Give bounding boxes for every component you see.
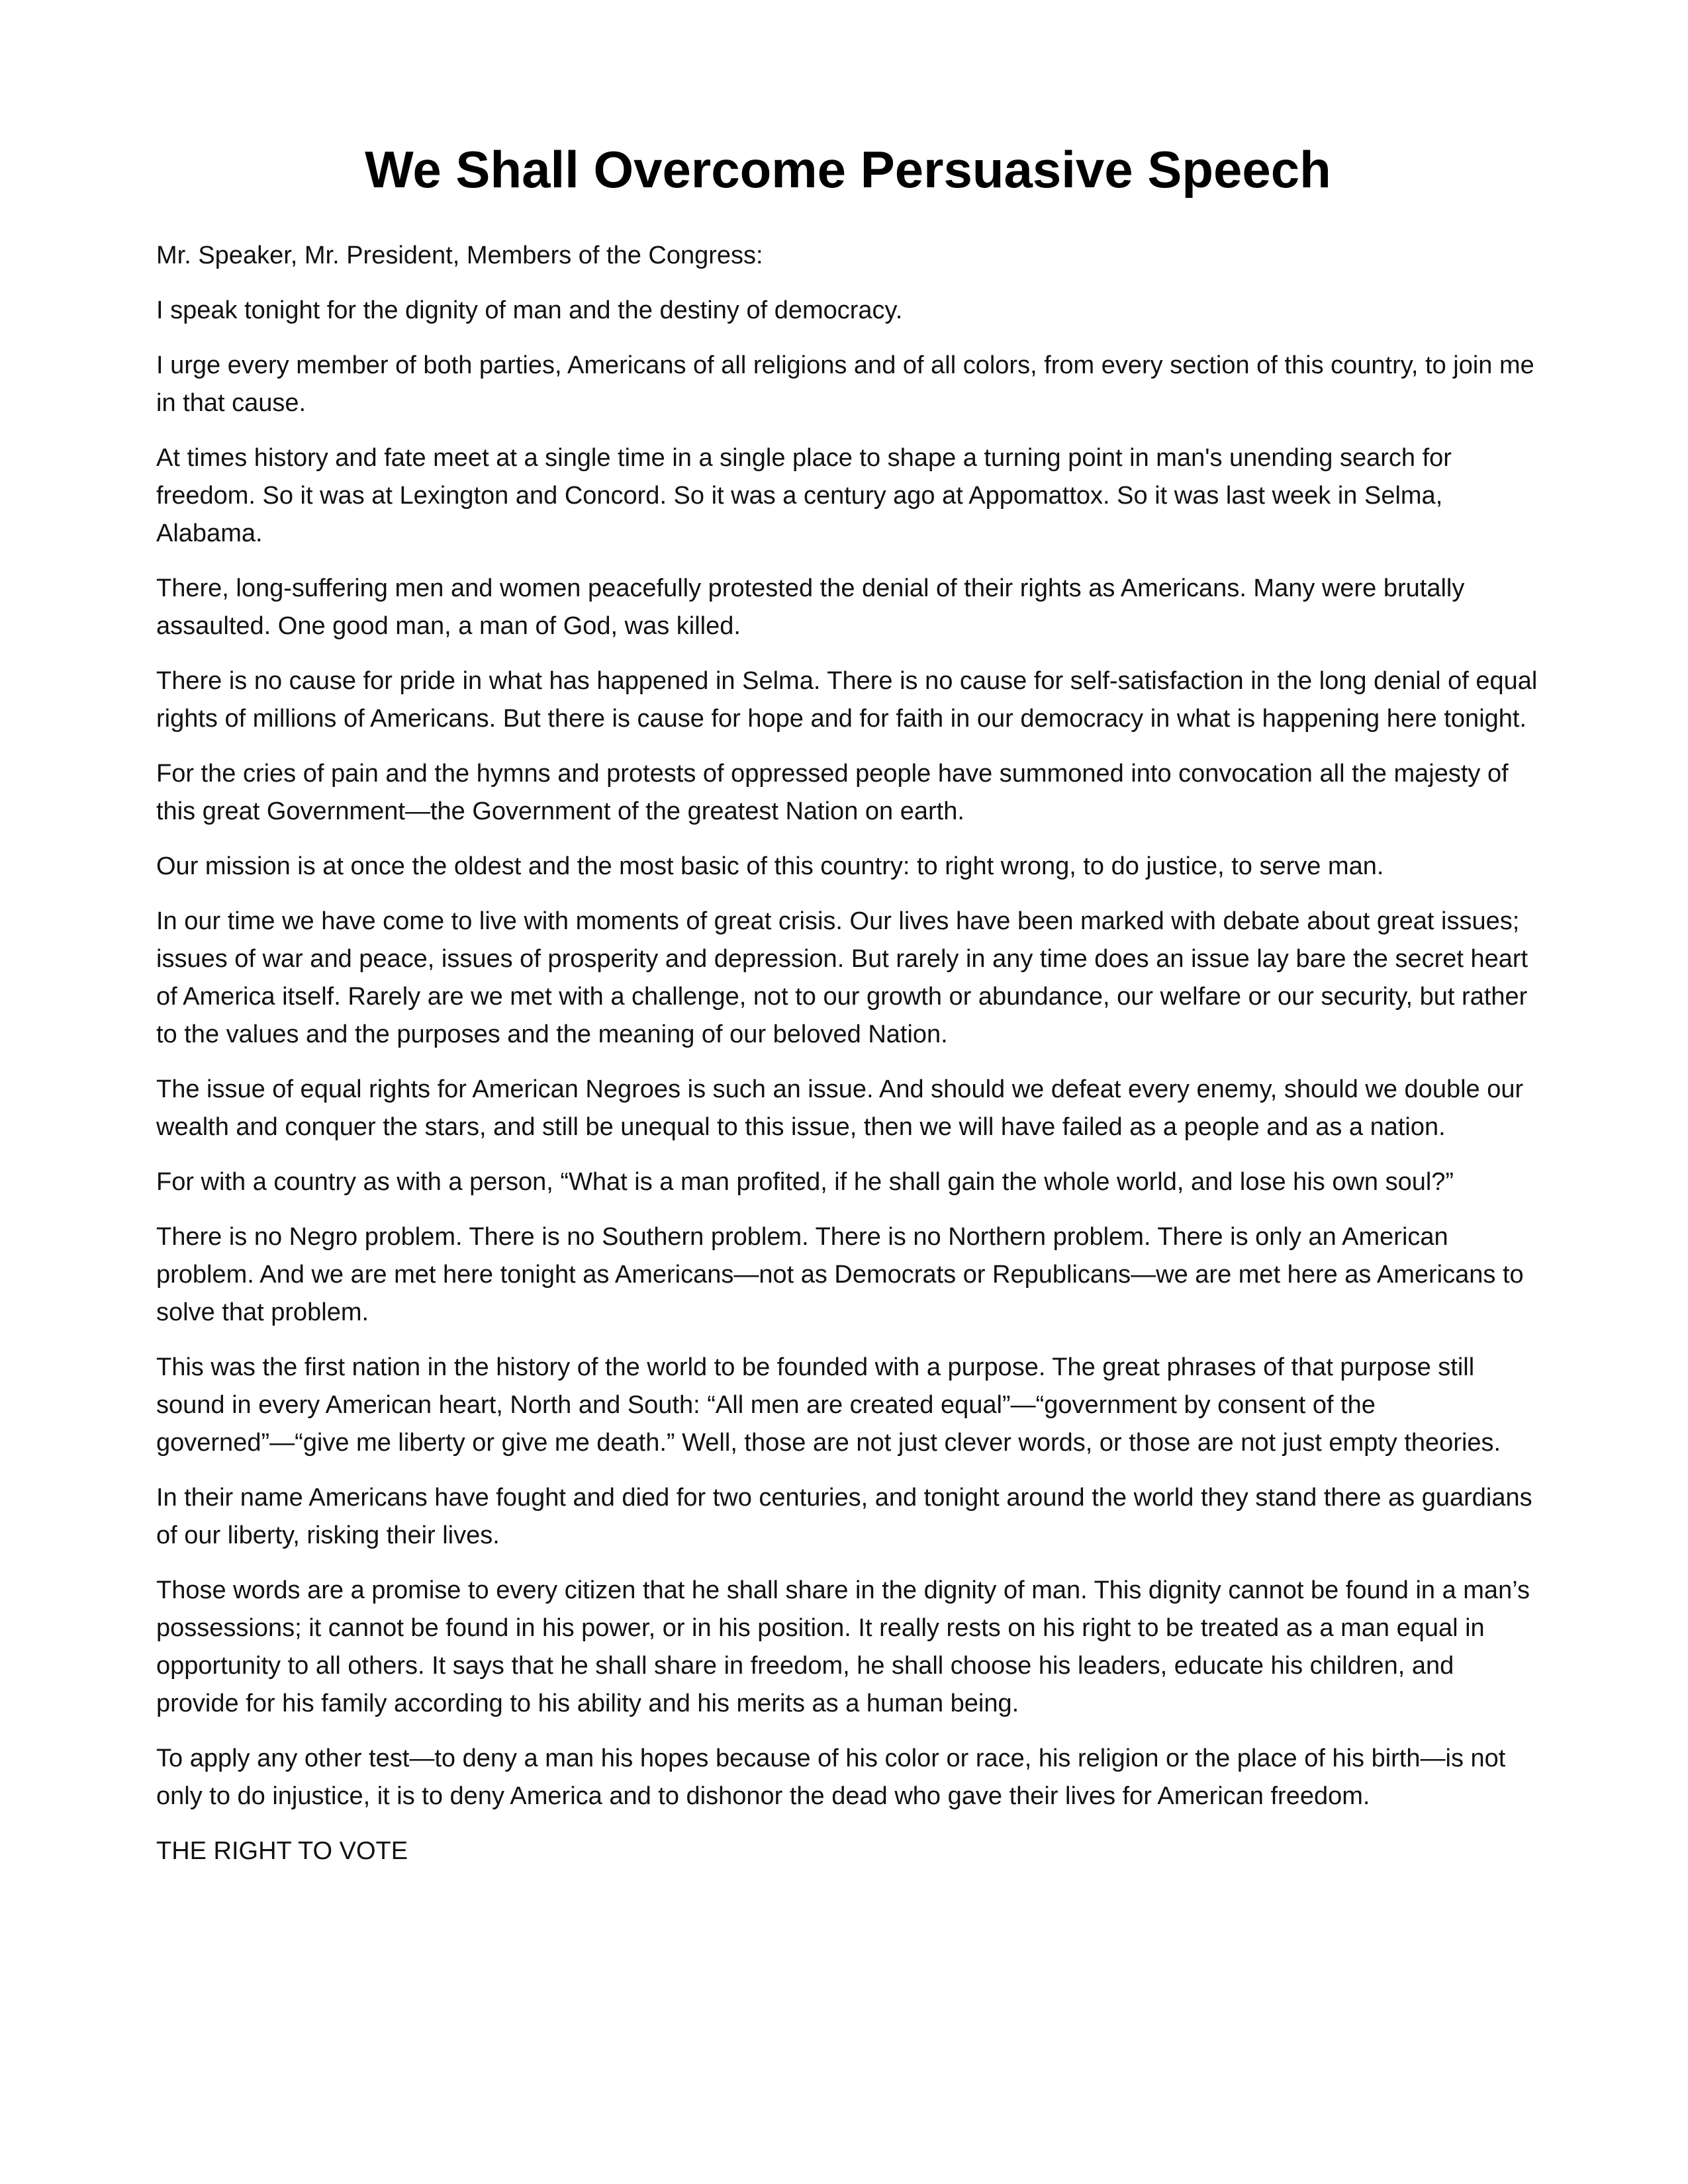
paragraph: In their name Americans have fought and died for two centuries, and tonight around the world they stand there as guardians of our liberty, risking their lives.	[156, 1484, 1532, 1549]
paragraph: In our time we have come to live with moments of great crisis. Our lives have been marked with debate about great issues; issues of war and peace, issues of prosperity and depression. But rarely in any time does an issue lay bare the secret heart of America itself. Rarely are we met with a challenge, not to our growth or abundance, our welfare or our security, but rather to the values and the purposes and the meaning of our beloved Nation.	[156, 907, 1528, 1048]
paragraph: At times history and fate meet at a single time in a single place to shape a turning point in man's unending search for freedom. So it was at Lexington and Concord. So it was a century ago at Appomattox. So it was last week in Selma, Alabama.	[156, 444, 1452, 547]
paragraph: There is no Negro problem. There is no Southern problem. There is no Northern problem. There is only an American problem. And we are met here tonight as Americans—not as Democrats or Republicans—we are met here as Americans to solve that problem.	[156, 1223, 1524, 1326]
paragraph: To apply any other test—to deny a man his hopes because of his color or race, his religion or the place of his birth—is not only to do injustice, it is to deny America and to dishonor the dead who gave their lives for American freedom.	[156, 1745, 1506, 1810]
document-page	[156, 139, 1540, 1870]
paragraph: This was the first nation in the history of the world to be founded with a purpose. The great phrases of that purpose still sound in every American heart, North and South: “All men are created equal”—“government by consent of the governed”—“give me liberty or give me death.” Well, those are not just clever words, or those are not just empty theories.	[156, 1353, 1501, 1457]
paragraph: I speak tonight for the dignity of man and the destiny of democracy.	[156, 296, 903, 324]
document-title: We Shall Overcome Persuasive Speech	[365, 140, 1331, 199]
paragraph: For the cries of pain and the hymns and protests of oppressed people have summoned into convocation all the majesty of this great Government—the Government of the greatest Nation on earth.	[156, 760, 1509, 825]
paragraph: I urge every member of both parties, Americans of all religions and of all colors, from every section of this country, to join me in that cause.	[156, 351, 1534, 417]
paragraph: There, long-suffering men and women peacefully protested the denial of their rights as Americans. Many were brutally assaulted. One good man, a man of God, was killed.	[156, 574, 1465, 640]
section-heading: THE RIGHT TO VOTE	[156, 1837, 408, 1865]
paragraph: Those words are a promise to every citizen that he shall share in the dignity of man. This dignity cannot be found in a man’s possessions; it cannot be found in his power, or in his position. It really rests on his right to be treated as a man equal in opportunity to all others. It says that he shall share in freedom, he shall choose his leaders, educate his children, and provide for his family according to his ability and his merits as a human being.	[156, 1576, 1530, 1717]
paragraph: The issue of equal rights for American Negroes is such an issue. And should we defeat every enemy, should we double our wealth and conquer the stars, and still be unequal to this issue, then we will have failed as a people and as a nation.	[156, 1075, 1524, 1141]
paragraph: There is no cause for pride in what has happened in Selma. There is no cause for self-satisfaction in the long denial of equal rights of millions of Americans. But there is cause for hope and for faith in our democracy in what is happening here tonight.	[156, 667, 1538, 733]
paragraph-salutation: Mr. Speaker, Mr. President, Members of the Congress:	[156, 242, 763, 269]
paragraph: For with a country as with a person, “What is a man profited, if he shall gain the whole world, and lose his own soul?”	[156, 1168, 1454, 1196]
paragraph: Our mission is at once the oldest and the most basic of this country: to right wrong, to do justice, to serve man.	[156, 852, 1384, 880]
